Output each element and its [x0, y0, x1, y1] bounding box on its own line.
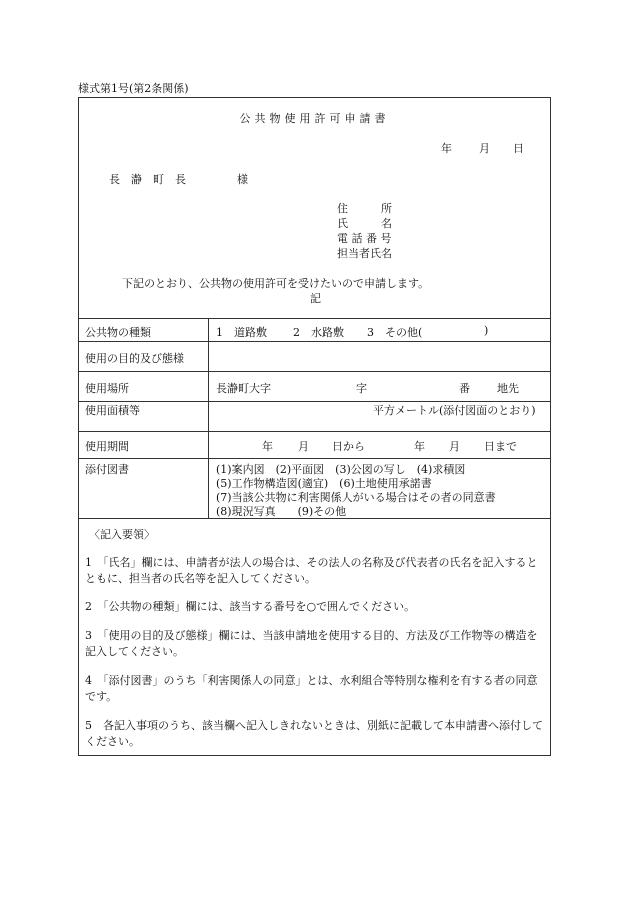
attach-line: (8)現況写真 (9)その他 [216, 505, 347, 518]
ki-heading: 記 [310, 292, 321, 305]
note-item: 1 「氏名」欄には、申請者が法人の場合は、その法人の名称及び代表者の氏名を記入するとともに、担当者の氏名等を記入してください。 [85, 556, 538, 585]
type-option-other: 3 その他( [367, 326, 423, 339]
note-item: 5 各記入事項のうち、該当欄へ記入しきれないときは、別紙に記載して本申請書へ添付してください。 [85, 719, 543, 748]
place-aza: 字 [356, 382, 367, 395]
date-year: 年 [441, 142, 452, 155]
addressee-sama: 様 [237, 173, 248, 186]
type-option-close: ) [484, 324, 489, 337]
type-label: 公共物の種類 [85, 326, 151, 339]
attach-line: (1)案内図 (2)平面図 (3)公図の写し (4)求積図 [216, 463, 466, 476]
application-form [78, 97, 551, 756]
place-town: 長瀞町大字 [216, 382, 271, 395]
note-item: 4 「添付図書」のうち「利害関係人の同意」とは、水利組合等特別な権利を有する者の同意です。 [85, 674, 538, 703]
form-number-label: 様式第1号(第2条関係) [78, 82, 189, 95]
area-value: 平方メートル(添付図面のとおり) [373, 404, 536, 417]
notes-heading: 〈記入要領〉 [89, 528, 155, 541]
attach-line: (7)当該公共物に利害関係人がいる場合はその者の同意書 [216, 491, 496, 504]
applicant-phone-label: 電 話 番 号 [337, 232, 392, 245]
attach-label: 添付図書 [85, 463, 129, 476]
applicant-address-label: 住 所 [337, 202, 392, 215]
period-to-day: 日まで [484, 440, 517, 453]
type-option-waterway: 2 水路敷 [293, 326, 344, 339]
applicant-name-label: 氏 名 [337, 217, 392, 230]
form-title: 公共物使用許可申請書 [239, 112, 390, 125]
note-item: 3 「使用の目的及び態様」欄には、当該申請地を使用する目的、方法及び工作物等の構造を記入してください。 [85, 629, 538, 658]
note-item: 2 「公共物の種類」欄には、該当する番号を○で囲んでください。 [85, 600, 416, 613]
purpose-label: 使用の目的及び態様 [85, 352, 184, 365]
intro-statement: 下記のとおり、公共物の使用許可を受けたいので申請します。 [122, 277, 430, 290]
period-from-year: 年 [262, 440, 273, 453]
area-label: 使用面積等 [85, 404, 140, 417]
period-from-month: 月 [298, 440, 309, 453]
period-to-year: 年 [414, 440, 425, 453]
place-ban: 番 [459, 382, 470, 395]
attach-line: (5)工作物構造図(適宜) (6)土地使用承諾書 [216, 477, 432, 490]
date-day: 日 [513, 142, 524, 155]
addressee-town-mayor: 長 瀞 町 長 [109, 173, 186, 186]
place-chisaki: 地先 [497, 382, 519, 395]
applicant-contact-label: 担当者氏名 [337, 247, 392, 260]
period-to-month: 月 [449, 440, 460, 453]
date-month: 月 [479, 142, 490, 155]
place-label: 使用場所 [85, 382, 129, 395]
type-option-road: 1 道路敷 [216, 326, 267, 339]
period-from-day: 日から [332, 440, 365, 453]
period-label: 使用期間 [85, 440, 129, 453]
